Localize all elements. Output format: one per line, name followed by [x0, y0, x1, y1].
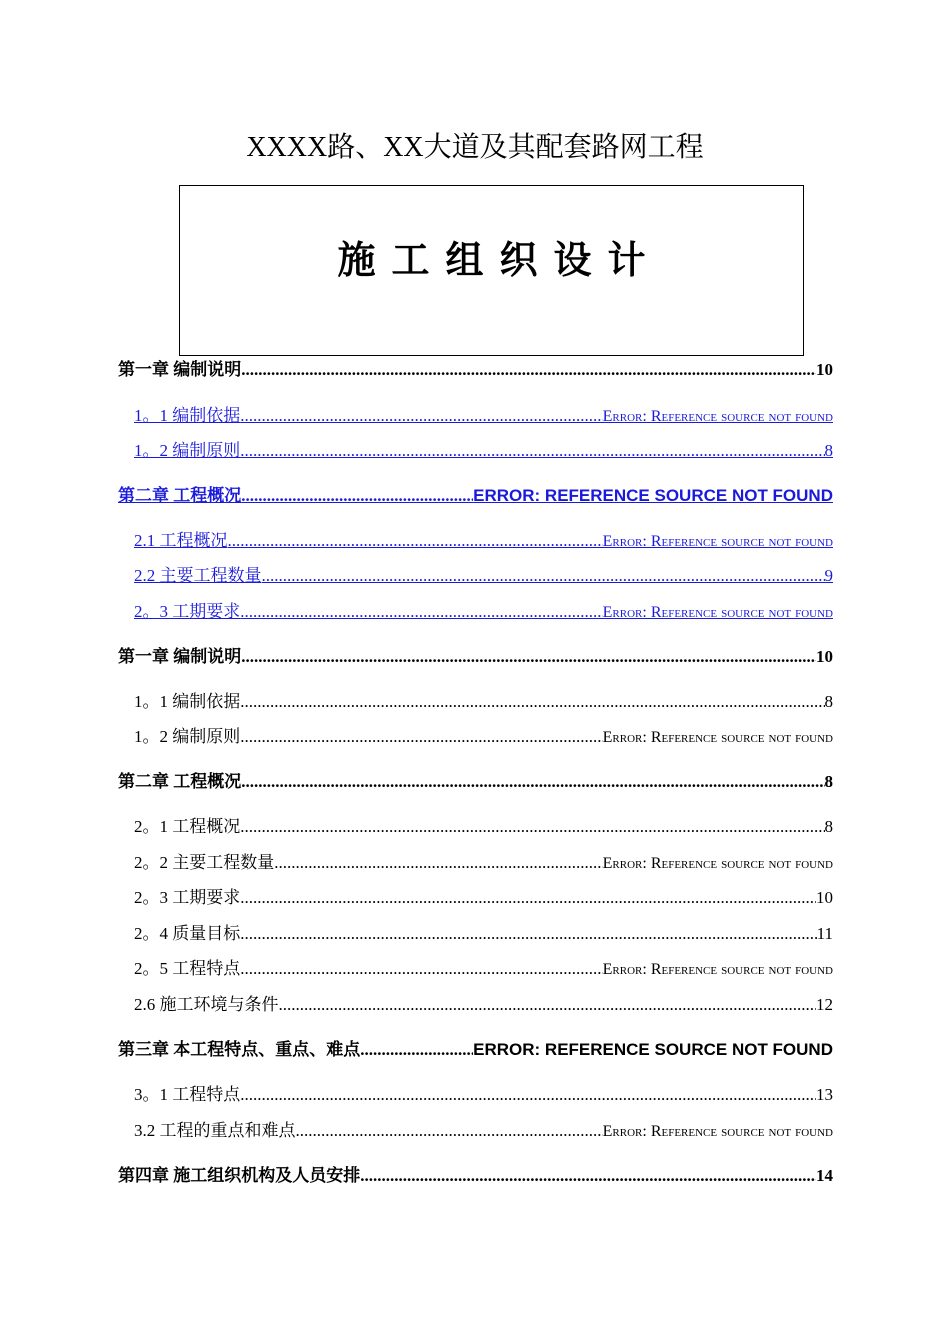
toc-entry-page: 8: [824, 441, 833, 460]
toc-entry-label: 1。2 编制原则: [134, 441, 241, 460]
toc-chapter-entry: [118, 1037, 833, 1063]
toc-entry-label: 1。1 编制依据: [134, 692, 241, 711]
toc-entry-page: Error: Reference source not found: [602, 855, 833, 872]
toc-entry-page: 8: [824, 817, 833, 836]
toc-entry-page: 10: [816, 647, 833, 666]
toc-entry-label: 2。1 工程概况: [134, 817, 241, 836]
toc-dot-leader: [241, 483, 473, 509]
toc-section-entry: [134, 992, 833, 1018]
toc-entry-label: 2。5 工程特点: [134, 959, 241, 978]
toc-dot-leader: [240, 599, 602, 625]
toc-dot-leader: [240, 403, 602, 429]
toc-entry-label: 2.1 工程概况: [134, 531, 228, 550]
toc-entry-page: 13: [816, 1085, 833, 1104]
project-title: XXXX路、XX大道及其配套路网工程: [246, 132, 704, 163]
toc-dot-leader: [296, 1118, 603, 1144]
toc-entry-label: 1。1 编制依据: [134, 406, 241, 425]
toc-dot-leader: [279, 992, 817, 1018]
toc-section-entry[interactable]: [134, 438, 833, 464]
toc-section-entry: [134, 921, 833, 947]
toc-dot-leader: [240, 438, 824, 464]
toc-entry-label: 1。2 编制原则: [134, 727, 241, 746]
toc-entry-label: 2。4 质量目标: [134, 924, 241, 943]
toc-entry-page: ERROR: REFERENCE SOURCE NOT FOUND: [473, 1040, 833, 1059]
toc-chapter-entry[interactable]: [118, 483, 833, 509]
toc-entry-label: 第一章 编制说明: [118, 360, 242, 379]
toc-entry-label: 第二章 工程概况: [118, 772, 242, 791]
toc-section-entry: [134, 1118, 833, 1144]
toc-section-entry: [134, 814, 833, 840]
toc-dot-leader: [241, 769, 824, 795]
toc-section-entry: [134, 850, 833, 876]
toc-entry-page: Error: Reference source not found: [602, 604, 833, 621]
toc-entry-page: 11: [816, 924, 833, 943]
toc-section-entry: [134, 1082, 833, 1108]
toc-entry-page: 8: [824, 772, 833, 791]
toc-dot-leader: [228, 528, 603, 554]
toc-entry-label: 第二章 工程概况: [118, 486, 242, 505]
toc-dot-leader: [240, 724, 602, 750]
toc-dot-leader: [240, 921, 816, 947]
toc-section-entry: [134, 885, 833, 911]
toc-entry-label: 2。3 工期要求: [134, 888, 241, 907]
toc-dot-leader: [240, 814, 824, 840]
toc-section-entry: [134, 724, 833, 750]
main-title: 施工组织设计: [337, 238, 662, 282]
toc-dot-leader: [360, 1163, 816, 1189]
toc-entry-label: 2.6 施工环境与条件: [134, 995, 279, 1014]
toc-entry-page: 9: [824, 566, 833, 585]
toc-entry-label: 第一章 编制说明: [118, 647, 242, 666]
toc-entry-label: 3。1 工程特点: [134, 1085, 241, 1104]
toc-section-entry: [134, 689, 833, 715]
toc-entry-page: Error: Reference source not found: [602, 961, 833, 978]
toc-chapter-entry: [118, 357, 833, 383]
toc-dot-leader: [274, 850, 602, 876]
toc-dot-leader: [262, 563, 825, 589]
toc-entry-label: 第四章 施工组织机构及人员安排: [118, 1166, 361, 1185]
toc-entry-page: 12: [816, 995, 833, 1014]
toc-entry-page: Error: Reference source not found: [602, 729, 833, 746]
toc-entry-label: 第三章 本工程特点、重点、难点: [118, 1040, 361, 1059]
toc-entry-page: 10: [816, 888, 833, 907]
toc-section-entry[interactable]: [134, 528, 833, 554]
toc-entry-label: 2。2 主要工程数量: [134, 853, 275, 872]
toc-section-entry[interactable]: [134, 599, 833, 625]
toc-entry-page: ERROR: REFERENCE SOURCE NOT FOUND: [473, 486, 833, 505]
toc-chapter-entry: [118, 644, 833, 670]
toc-dot-leader: [240, 1082, 816, 1108]
toc-dot-leader: [240, 689, 824, 715]
toc-section-entry: [134, 956, 833, 982]
toc-dot-leader: [241, 357, 816, 383]
toc-chapter-entry: [118, 769, 833, 795]
toc-entry-label: 3.2 工程的重点和难点: [134, 1121, 296, 1140]
toc-entry-page: Error: Reference source not found: [602, 533, 833, 550]
toc-entry-label: 2。3 工期要求: [134, 602, 241, 621]
toc-section-entry[interactable]: [134, 403, 833, 429]
toc-entry-page: Error: Reference source not found: [602, 408, 833, 425]
toc-entry-label: 2.2 主要工程数量: [134, 566, 262, 585]
toc-entry-page: 10: [816, 360, 833, 379]
toc-chapter-entry: [118, 1163, 833, 1189]
toc-dot-leader: [240, 956, 602, 982]
toc-entry-page: Error: Reference source not found: [602, 1123, 833, 1140]
toc-entry-page: 14: [816, 1166, 833, 1185]
toc-dot-leader: [240, 885, 816, 911]
toc-dot-leader: [360, 1037, 473, 1063]
toc-section-entry[interactable]: [134, 563, 833, 589]
toc-dot-leader: [241, 644, 816, 670]
toc-entry-page: 8: [824, 692, 833, 711]
